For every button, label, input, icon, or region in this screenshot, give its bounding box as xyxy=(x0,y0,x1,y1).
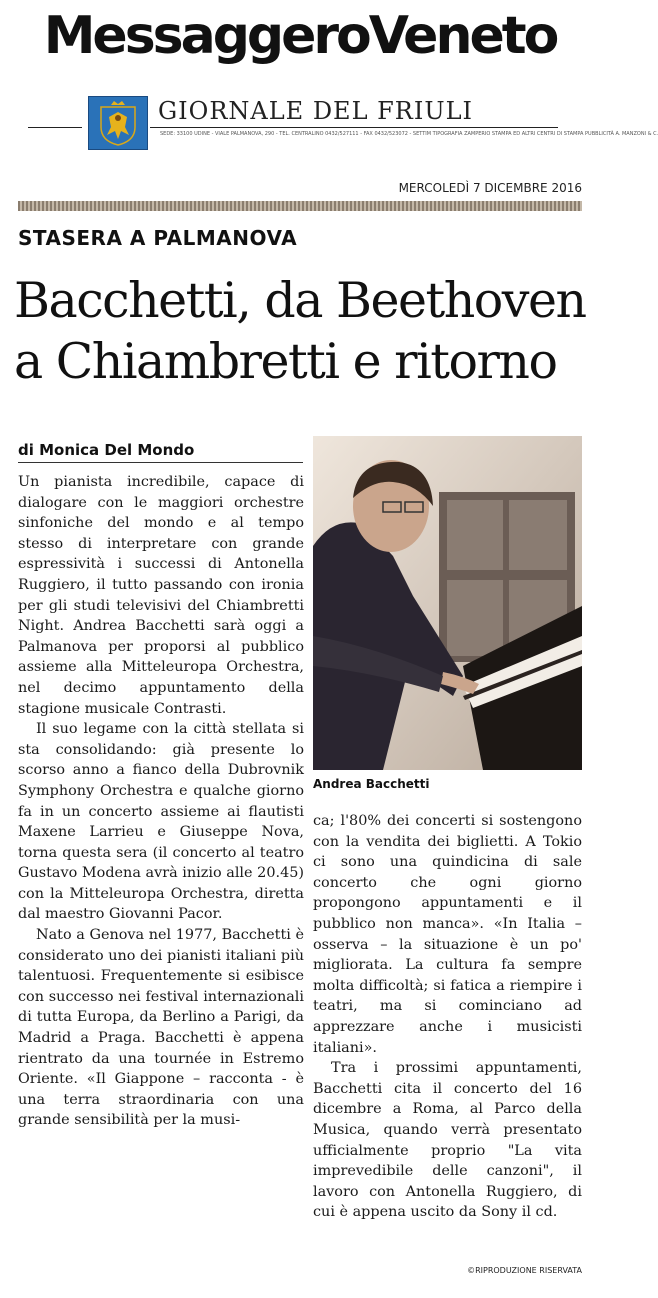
article-column-right xyxy=(313,811,582,1223)
byline-rule xyxy=(18,462,303,463)
regional-coat-of-arms-icon xyxy=(88,96,148,150)
pianist-photo xyxy=(313,436,582,770)
paragraph-3: Nato a Genova nel 1977, Bacchetti è considerato uno dei pianisti italiani più talentuosi. Frequentemente si esibisce con successo nei festival internazionali di tutta Europa, da Berlino a Parigi, da Madrid a Praga. Bacchetti è appena rientrato da una tournée in Estremo Oriente. «Il Giappone – racconta - è una terra straordinaria con una grande sensibilità per la musi- xyxy=(18,927,304,1129)
newspaper-title: MessaggeroVeneto xyxy=(43,6,557,66)
headline-line-1: Bacchetti, da Beethoven xyxy=(14,272,586,329)
paragraph-1: Un pianista incredibile, capace di dialogare con le maggiori orchestre sinfoniche del mondo e al tempo stesso di interpretare con grande espressività i successi di Antonella Ruggiero, il tutto passando con ironia per gli studi televisivi del Chiambretti Night. Andrea Bacchetti sarà oggi a Palmanova per proporsi al pubblico assieme alla Mitteleuropa Orchestra, nel decimo appuntamento della stagione musicale Contrasti. xyxy=(18,474,304,717)
paragraph-2: Il suo legame con la città stellata si sta consolidando: già presente lo scorso anno a fianco della Dubrovnik Symphony Orchestra e qualche giorno fa in un concerto assieme ai flautisti Maxene Larrieu e Giuseppe Nova, torna questa sera (il concerto al teatro Gustavo Modena avrà inizio alle 20.45) con la Mitteleuropa Orchestra, diretta dal maestro Giovanni Pacor. xyxy=(18,721,304,923)
publication-date: MERCOLEDÌ 7 DICEMBRE 2016 xyxy=(398,181,582,195)
photo-caption: Andrea Bacchetti xyxy=(313,777,430,791)
masthead-rule-left xyxy=(28,127,82,128)
article-column-left xyxy=(18,472,304,1131)
section-divider-bar xyxy=(18,201,582,211)
article-headline xyxy=(14,270,594,392)
newspaper-subtitle: GIORNALE DEL FRIULI xyxy=(158,97,473,125)
headline-line-2: a Chiambretti e ritorno xyxy=(14,333,557,390)
masthead-info-line: SEDE: 33100 UDINE - VIALE PALMANOVA, 290 - TEL. CENTRALINO 0432/527111 - FAX 0432/523072 - SETTIM TIPOGRAFIA ZAMPERIO STAMPA ED ALTRI CENTRI DI STAMPA PUBBLICITÀ A. MANZONI & C. xyxy=(160,131,658,137)
masthead-rule-right xyxy=(150,127,558,128)
paragraph-4: ca; l'80% dei concerti si sostengono con la vendita dei biglietti. A Tokio ci sono una quindicina di sale concerto che ogni giorno propongono appuntamenti e il pubblico non manca». «In Italia – osserva – la situazione è un po' migliorata. La cultura fa sempre molta difficoltà; si fatica a riempire i teatri, ma si cominciano ad apprezzare anche i musicisti italiani». xyxy=(313,813,582,1056)
copyright-notice: ©RIPRODUZIONE RISERVATA xyxy=(467,1266,582,1275)
paragraph-5: Tra i prossimi appuntamenti, Bacchetti cita il concerto del 16 dicembre a Roma, al Parco della Musica, quando verrà presentato ufficialmente proprio "La vita imprevedibile delle canzoni", il lavoro con Antonella Ruggiero, di cui è appena uscito da Sony il cd. xyxy=(313,1060,582,1221)
article-kicker: STASERA A PALMANOVA xyxy=(18,226,298,250)
article-byline: di Monica Del Mondo xyxy=(18,441,195,459)
